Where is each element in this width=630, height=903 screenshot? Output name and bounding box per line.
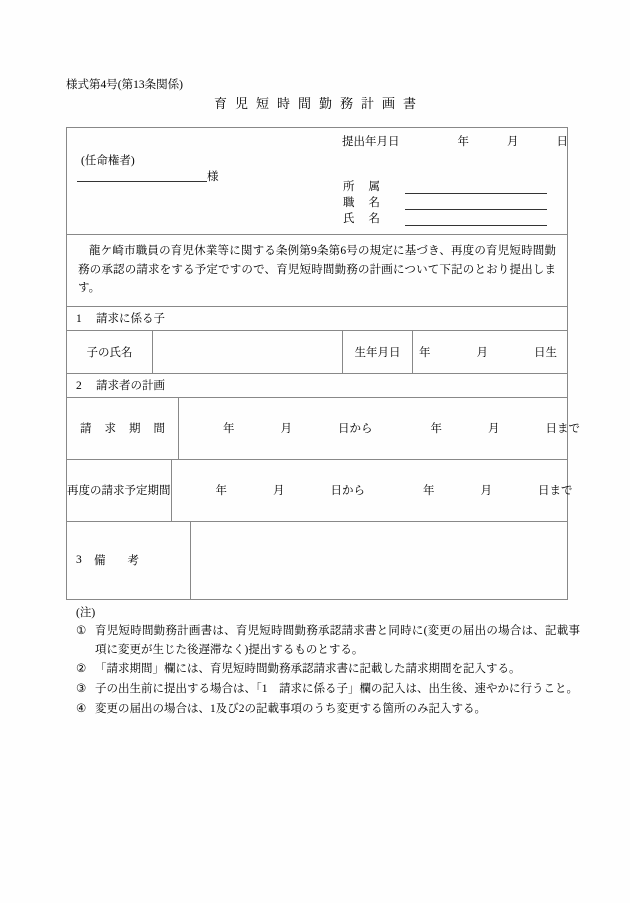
birth-day-unit: 日生 [534,346,557,359]
reapply-period-from-day: 日から [330,485,365,498]
section3-title: 備考 [94,555,161,568]
note-item [66,622,580,659]
appointer-name-input[interactable] [77,169,207,182]
request-period-to-month: 月 [488,423,500,436]
request-period-to-year: 年 [430,423,442,436]
submission-date-year-unit: 年 [457,136,469,148]
birth-year-unit: 年 [419,346,431,359]
name-input[interactable] [405,210,547,226]
request-period-from-month: 月 [280,423,292,436]
note-text: 「請求期間」欄には、育児短時間勤務承認請求書に記載した請求期間を記入する。 [95,663,521,676]
position-label: 職名 [343,197,394,209]
submission-date-day-unit: 日 [556,136,568,148]
affiliation-row [341,178,547,194]
note-text: 子の出生前に提出する場合は、「1 請求に係る子」欄の記入は、出生後、速やかに行うこと。 [95,682,578,695]
note-marker: ② [76,663,87,676]
section2-number: 2 [76,379,82,392]
child-name-label: 子の氏名 [67,331,153,373]
name-label: 氏名 [343,213,394,225]
position-row [341,194,547,210]
note-text: 育児短時間勤務計画書は、育児短時間勤務承認請求書と同時に(変更の届出の場合は、記載事項に変更が生じた後遅滞なく)提出するものとする。 [95,625,580,656]
section3-number: 3 [76,554,82,567]
section1-title: 請求に係る子 [96,312,165,325]
note-marker: ③ [76,682,87,695]
notes-section [66,604,580,719]
request-period-from-year: 年 [223,423,235,436]
statement-block [67,235,567,307]
birth-date-label: 生年月日 [343,331,413,373]
name-row [341,210,547,226]
note-marker: ④ [76,702,87,715]
note-text: 変更の届出の場合は、1及び2の記載事項のうち変更する箇所のみ記入する。 [95,702,486,715]
reapply-period-from-year: 年 [215,485,227,498]
section1-number: 1 [76,312,82,325]
birth-month-unit: 月 [476,346,488,359]
note-item [66,680,580,699]
reapply-period-to-day: 日まで [538,485,573,498]
request-period-input[interactable] [179,398,580,459]
section2-title: 請求者の計画 [96,379,165,392]
request-period-from-day: 日から [338,423,373,436]
reapply-period-to-year: 年 [423,485,435,498]
submitter-fields [341,178,547,226]
appointer-name-row [77,168,219,184]
request-period-label: 請求期間 [67,398,179,459]
reapply-period-from-month: 月 [273,485,285,498]
statement-text: 龍ケ崎市職員の育児休業等に関する条例第9条第6号の規定に基づき、再度の育児短時間勤務の承認の請求をする予定ですので、育児短時間勤務の計画について下記のとおり提出します。 [78,245,556,295]
page-title: 育児短時間勤務計画書 [213,96,424,111]
remarks-input[interactable] [191,522,567,599]
notes-title: (注) [76,607,96,619]
affiliation-input[interactable] [405,178,547,194]
note-marker: ① [76,625,87,637]
section2-heading [67,374,567,398]
form-outer-box [66,127,580,600]
child-row [67,331,567,374]
submission-date-row [342,133,568,149]
submission-date-label: 提出年月日 [342,136,400,148]
reapply-period-to-month: 月 [480,485,492,498]
appointer-honorific: 様 [207,171,219,183]
reapply-period-input[interactable] [172,460,573,521]
remarks-label [67,522,191,599]
affiliation-label: 所属 [343,181,394,193]
reapply-period-row [67,460,573,522]
submission-date-month-unit: 月 [507,136,519,148]
note-item [66,660,580,679]
request-period-row [67,398,580,460]
request-period-to-day: 日まで [545,423,580,436]
child-name-input[interactable] [153,331,343,373]
note-item [66,700,580,719]
section1-heading [67,307,567,331]
reapply-period-label: 再度の請求予定期間 [67,460,172,521]
birth-date-input[interactable] [413,331,567,373]
appointer-label: (任命権者) [81,155,135,167]
submitter-block [67,128,567,235]
remarks-row [67,522,567,599]
position-input[interactable] [405,194,547,210]
form-number: 様式第4号(第13条関係) [66,79,183,91]
